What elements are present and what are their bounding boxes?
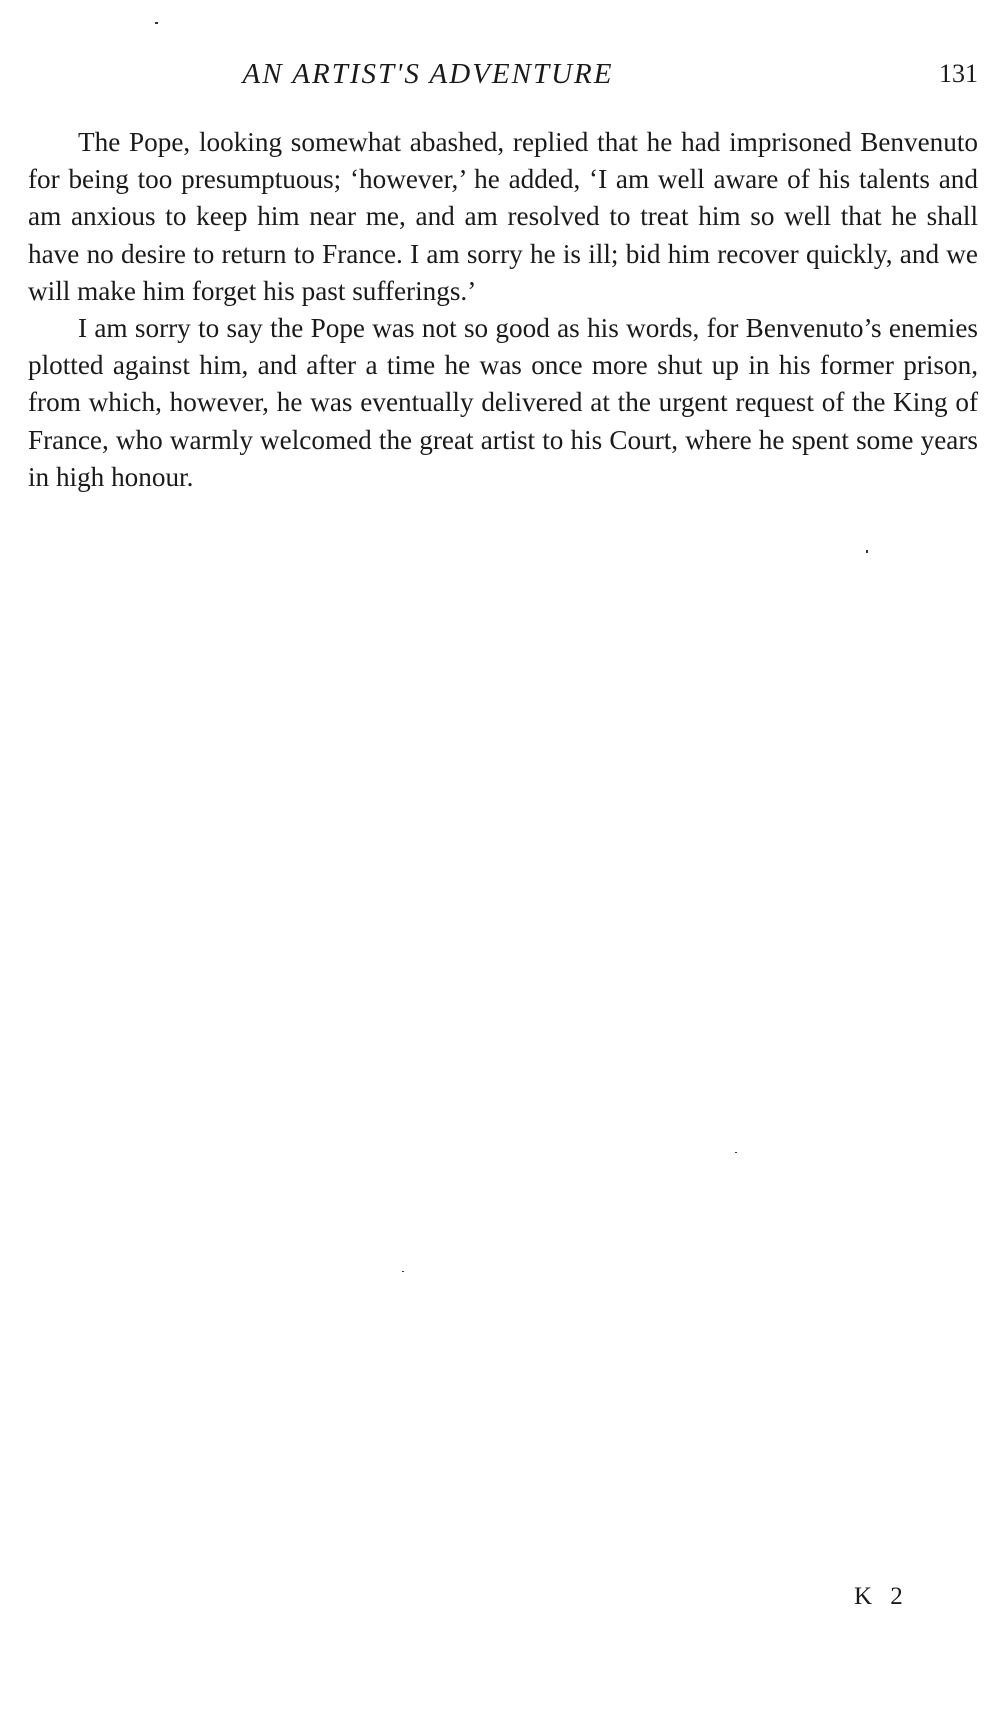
body-text [28,124,978,496]
page-number: 131 [939,59,978,88]
print-speck [735,1152,737,1153]
paragraph-1: The Pope, looking somewhat abashed, replied that he had imprisoned Benvenuto for being too presumptuous; ‘however,’ he added, ‘I am well aware of his talents and am anxious to keep him near me, and am resolved to treat him so well that he shall have no desire to return to France. I am sorry he is ill; bid him recover quickly, and we will make him forget his past sufferings.’ [28,127,978,306]
running-head [28,54,978,94]
paragraph-2: I am sorry to say the Pope was not so good as his words, for Benvenuto’s enemies plotted against him, and after a time he was once more shut up in his former prison, from which, however, he was eventually delivered at the urgent request of the King of France, who warmly welcomed the great artist to his Court, where he spent some years in high honour. [28,313,978,492]
print-speck [155,22,158,24]
print-speck [866,550,868,553]
print-speck [402,1271,404,1272]
signature-mark: K 2 [854,1583,909,1610]
running-title: AN ARTIST'S ADVENTURE [242,58,614,90]
